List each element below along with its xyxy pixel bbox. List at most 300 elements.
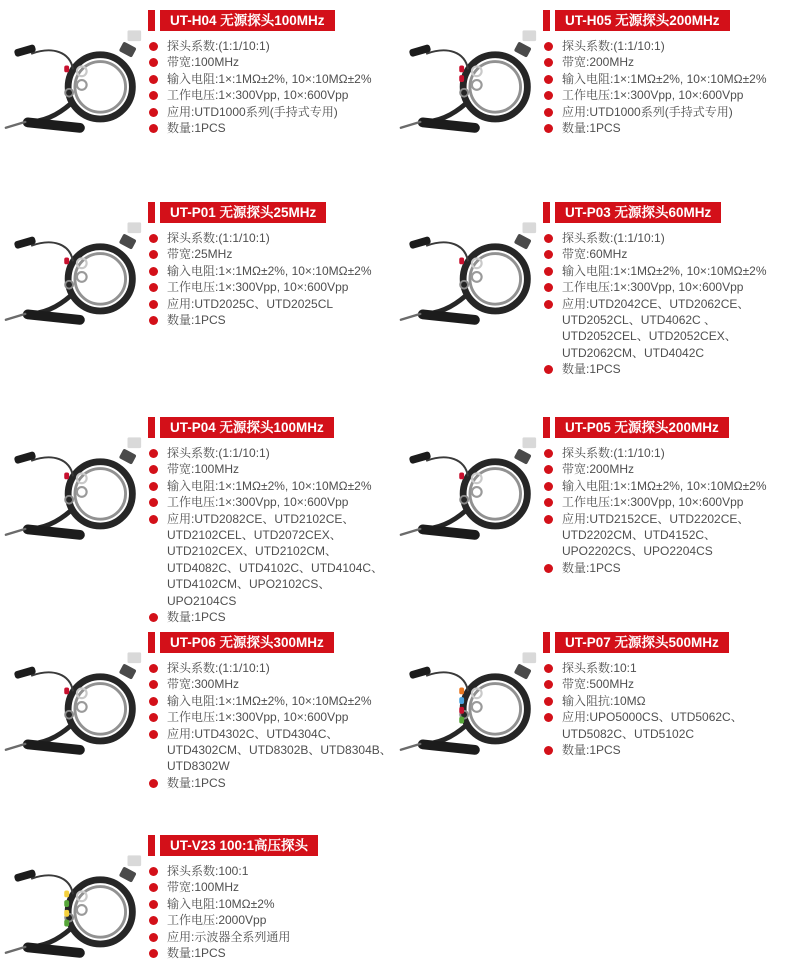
coiled-cable-inner-icon [470, 469, 521, 520]
accessory-ring-icon [77, 905, 87, 915]
spec-text: 数量:1PCS [167, 775, 226, 790]
spec-list [148, 38, 393, 136]
connector-cap-icon [523, 222, 537, 233]
coiled-cable-inner-icon [75, 684, 126, 735]
bullet-icon [149, 779, 158, 788]
catalog-row-3 [0, 415, 790, 630]
spec-list [543, 230, 788, 378]
spec-item-1 [148, 879, 393, 895]
bullet-icon [544, 697, 553, 706]
spec-text: 工作电压:1×:300Vpp, 10×:600Vpp [167, 280, 349, 295]
bullet-icon [149, 867, 158, 876]
accessory-color-tag-icon [459, 257, 464, 264]
bullet-icon [149, 124, 158, 133]
accessory-color-tag-icon [459, 75, 464, 82]
product-header [543, 417, 788, 438]
coiled-cable-inner-icon [75, 62, 126, 113]
accessory-color-tag-icon [459, 687, 464, 694]
probe-kit-illustration [395, 18, 541, 146]
spec-item-2 [148, 263, 393, 279]
probe-kit-photo [395, 630, 543, 768]
probe-body-icon [22, 309, 85, 325]
bullet-icon [149, 515, 158, 524]
spec-text: 带宽:200MHz [562, 55, 635, 70]
spec-list [543, 38, 788, 136]
bullet-icon [149, 234, 158, 243]
spec-item-4 [543, 742, 788, 758]
spec-text: 带宽:100MHz [167, 462, 240, 477]
bullet-icon [544, 713, 553, 722]
bullet-icon [149, 283, 158, 292]
probe-kit-illustration [0, 640, 146, 768]
bullet-icon [149, 498, 158, 507]
spec-item-5 [543, 560, 788, 576]
product-header [148, 632, 393, 653]
probe-tip-icon [401, 744, 420, 750]
catalog-row-4 [0, 630, 790, 833]
catalog-row-1 [0, 8, 790, 200]
spec-item-3 [148, 279, 393, 295]
spec-text: 数量:1PCS [562, 743, 621, 758]
spec-item-2 [543, 263, 788, 279]
bullet-icon [149, 482, 158, 491]
alligator-clip-icon [409, 666, 432, 679]
probe-body-icon [417, 117, 480, 133]
spec-text: 数量:1PCS [562, 362, 621, 377]
bullet-icon [544, 42, 553, 51]
probe-kit-photo [0, 200, 148, 338]
probe-kit-illustration [0, 425, 146, 553]
probe-kit-illustration [395, 425, 541, 553]
spec-text: 探头系数:(1:1/10:1) [167, 446, 270, 460]
spec-item-3 [543, 279, 788, 295]
header-accent-tick [148, 202, 155, 223]
spec-text: 带宽:100MHz [167, 880, 240, 895]
product-title: UT-P04 无源探头100MHz [160, 417, 334, 438]
spec-item-5 [148, 775, 393, 791]
accessory-ring-icon [472, 272, 482, 282]
spec-text: 带宽:500MHz [562, 677, 635, 692]
spec-list [148, 445, 393, 625]
accessory-ring-icon [472, 487, 482, 497]
bullet-icon [544, 124, 553, 133]
bullet-icon [544, 283, 553, 292]
accessory-ring-icon [77, 702, 87, 712]
product-content [543, 8, 790, 136]
accessory-tags [64, 472, 69, 479]
spec-list [543, 445, 788, 576]
bullet-icon [149, 250, 158, 259]
product-content [148, 415, 395, 625]
spec-text: 输入电阻:1×:1MΩ±2%, 10×:10MΩ±2% [562, 71, 767, 86]
probe-body-icon [22, 524, 85, 540]
probe-body-icon [417, 524, 480, 540]
spec-item-1 [543, 676, 788, 692]
header-accent-tick [148, 835, 155, 856]
spec-item-4 [543, 511, 788, 560]
spec-item-0 [148, 445, 393, 461]
spec-text: 带宽:200MHz [562, 462, 635, 477]
bullet-icon [149, 916, 158, 925]
bullet-icon [149, 883, 158, 892]
spec-item-5 [543, 361, 788, 377]
bullet-icon [544, 449, 553, 458]
spec-text: 带宽:25MHz [167, 247, 233, 262]
bullet-icon [149, 680, 158, 689]
spec-text: 数量:1PCS [167, 313, 226, 328]
accessory-ring-icon [77, 487, 87, 497]
spec-text: 探头系数:100:1 [167, 864, 249, 878]
bnc-connector-icon [119, 448, 137, 464]
accessory-color-tag-icon [459, 472, 464, 479]
bullet-icon [149, 42, 158, 51]
spec-item-5 [148, 945, 393, 961]
product-header [543, 202, 788, 223]
bullet-icon [544, 300, 553, 309]
spec-text: 输入电阻:1×:1MΩ±2%, 10×:10MΩ±2% [167, 263, 372, 278]
probe-tip-icon [401, 529, 420, 535]
product-header [148, 10, 393, 31]
product-card-ut-p05 [395, 415, 790, 576]
bullet-icon [149, 664, 158, 673]
product-card-ut-p04 [0, 415, 395, 625]
accessory-tags [459, 257, 464, 264]
accessory-tags [64, 687, 69, 694]
spec-item-2 [543, 693, 788, 709]
product-title: UT-H05 无源探头200MHz [555, 10, 730, 31]
spec-text: 数量:1PCS [167, 946, 226, 961]
spec-item-1 [543, 54, 788, 70]
spec-text: 输入电阻:1×:1MΩ±2%, 10×:10MΩ±2% [167, 71, 372, 86]
bullet-icon [544, 365, 553, 374]
header-accent-tick [148, 417, 155, 438]
spec-item-0 [543, 445, 788, 461]
bullet-icon [149, 730, 158, 739]
bnc-connector-icon [514, 41, 532, 57]
bullet-icon [544, 664, 553, 673]
spec-list [148, 660, 393, 791]
spec-item-4 [148, 511, 393, 609]
spec-text: 应用:UTD1000系列(手持式专用) [167, 104, 338, 119]
product-card-ut-h05 [395, 8, 790, 146]
product-card-ut-h04 [0, 8, 395, 146]
spec-text: 探头系数:(1:1/10:1) [167, 661, 270, 675]
alligator-clip-icon [14, 869, 37, 882]
product-header [148, 835, 393, 856]
alligator-clip-icon [14, 451, 37, 464]
product-card-ut-p07 [395, 630, 790, 768]
bnc-connector-icon [514, 448, 532, 464]
catalog-row-2 [0, 200, 790, 415]
spec-text: 工作电压:1×:300Vpp, 10×:600Vpp [562, 495, 744, 510]
accessory-color-tag-icon [64, 65, 69, 72]
probe-tip-icon [6, 122, 25, 128]
spec-text: 工作电压:1×:300Vpp, 10×:600Vpp [167, 88, 349, 103]
spec-item-1 [148, 676, 393, 692]
spec-list [148, 230, 393, 328]
header-accent-tick [543, 417, 550, 438]
connector-cap-icon [523, 652, 537, 663]
spec-item-0 [543, 660, 788, 676]
alligator-clip-icon [14, 44, 37, 57]
bullet-icon [544, 465, 553, 474]
product-title: UT-P01 无源探头25MHz [160, 202, 326, 223]
bnc-connector-icon [119, 233, 137, 249]
bnc-connector-icon [119, 41, 137, 57]
coiled-cable-inner-icon [470, 62, 521, 113]
spec-item-4 [543, 104, 788, 120]
alligator-clip-icon [409, 44, 432, 57]
accessory-color-tag-icon [459, 65, 464, 72]
bullet-icon [149, 465, 158, 474]
alligator-clip-icon [409, 451, 432, 464]
spec-item-2 [148, 478, 393, 494]
spec-text: 输入阻抗:10MΩ [562, 693, 646, 708]
spec-text: 探头系数:(1:1/10:1) [562, 39, 665, 53]
accessory-tags [64, 257, 69, 264]
spec-text: 工作电压:1×:300Vpp, 10×:600Vpp [562, 88, 744, 103]
connector-cap-icon [128, 437, 142, 448]
bullet-icon [544, 564, 553, 573]
spec-item-1 [543, 246, 788, 262]
accessory-ring-icon [472, 702, 482, 712]
bullet-icon [544, 498, 553, 507]
probe-body-icon [22, 739, 85, 755]
accessory-color-tag-icon [64, 910, 69, 917]
probe-kit-photo [0, 630, 148, 768]
probe-kit-photo [0, 415, 148, 553]
spec-text: 应用:UTD4302C、UTD4304C、UTD4302CM、UTD8302B、UTD8304B、UTD8302W [167, 726, 392, 774]
spec-item-4 [148, 726, 393, 775]
product-header [543, 632, 788, 653]
probe-kit-photo [395, 200, 543, 338]
spec-text: 带宽:300MHz [167, 677, 240, 692]
accessory-ring-icon [77, 272, 87, 282]
spec-text: 应用:UTD2152CE、UTD2202CE、UTD2202CM、UTD4152C、UPO2202CS、UPO2204CS [562, 511, 750, 559]
product-header [148, 417, 393, 438]
bullet-icon [149, 300, 158, 309]
spec-text: 探头系数:(1:1/10:1) [562, 231, 665, 245]
spec-item-2 [148, 896, 393, 912]
bnc-connector-icon [514, 663, 532, 679]
probe-kit-illustration [0, 210, 146, 338]
spec-item-0 [148, 863, 393, 879]
bullet-icon [544, 746, 553, 755]
product-title: UT-P03 无源探头60MHz [555, 202, 721, 223]
probe-kit-illustration [395, 640, 541, 768]
product-content [148, 8, 395, 136]
spec-item-3 [543, 494, 788, 510]
coiled-cable-inner-icon [470, 684, 521, 735]
header-accent-tick [543, 10, 550, 31]
product-content [543, 200, 790, 378]
probe-tip-icon [6, 314, 25, 320]
bullet-icon [544, 267, 553, 276]
probe-body-icon [22, 117, 85, 133]
product-content [148, 200, 395, 328]
bnc-connector-icon [119, 866, 137, 882]
catalog-row-5 [0, 833, 790, 971]
product-content [148, 630, 395, 791]
spec-item-0 [148, 230, 393, 246]
spec-item-5 [543, 120, 788, 136]
probe-tip-icon [401, 122, 420, 128]
probe-body-icon [417, 739, 480, 755]
spec-item-0 [148, 660, 393, 676]
accessory-ring-icon [472, 80, 482, 90]
bnc-connector-icon [514, 233, 532, 249]
bullet-icon [544, 515, 553, 524]
bullet-icon [149, 449, 158, 458]
probe-body-icon [417, 309, 480, 325]
coiled-cable-inner-icon [75, 887, 126, 938]
spec-text: 工作电压:1×:300Vpp, 10×:600Vpp [562, 280, 744, 295]
bnc-connector-icon [119, 663, 137, 679]
spec-item-1 [148, 246, 393, 262]
bullet-icon [149, 713, 158, 722]
bullet-icon [544, 108, 553, 117]
connector-cap-icon [128, 652, 142, 663]
spec-item-2 [543, 71, 788, 87]
probe-kit-photo [0, 8, 148, 146]
spec-item-2 [148, 693, 393, 709]
bullet-icon [544, 58, 553, 67]
spec-text: 数量:1PCS [167, 121, 226, 136]
spec-text: 应用:示波器全系列通用 [167, 929, 291, 944]
connector-cap-icon [523, 437, 537, 448]
alligator-clip-icon [14, 666, 37, 679]
spec-item-5 [148, 609, 393, 625]
header-accent-tick [148, 10, 155, 31]
spec-text: 输入电阻:10MΩ±2% [167, 896, 275, 911]
product-content [543, 415, 790, 576]
spec-text: 输入电阻:1×:1MΩ±2%, 10×:10MΩ±2% [167, 693, 372, 708]
probe-body-icon [22, 942, 85, 958]
bullet-icon [149, 58, 158, 67]
product-title: UT-V23 100:1高压探头 [160, 835, 318, 856]
connector-cap-icon [523, 30, 537, 41]
accessory-color-tag-icon [64, 257, 69, 264]
product-card-ut-p06 [0, 630, 395, 791]
product-content [543, 630, 790, 758]
spec-item-3 [148, 912, 393, 928]
spec-text: 输入电阻:1×:1MΩ±2%, 10×:10MΩ±2% [167, 478, 372, 493]
bullet-icon [149, 316, 158, 325]
spec-item-5 [148, 120, 393, 136]
spec-item-3 [148, 87, 393, 103]
accessory-color-tag-icon [64, 687, 69, 694]
spec-text: 应用:UTD2082CE、UTD2102CE、UTD2102CEL、UTD2072CEX、UTD2102CEX、UTD2102CM、UTD4082C、UTD4102C、UTD4104C、UTD4102CM、UPO2102CS、UPO2104CS [167, 511, 384, 608]
spec-text: 数量:1PCS [167, 610, 226, 625]
spec-text: 应用:UTD2025C、UTD2025CL [167, 296, 334, 311]
spec-text: 数量:1PCS [562, 560, 621, 575]
product-title: UT-P07 无源探头500MHz [555, 632, 729, 653]
spec-text: 探头系数:(1:1/10:1) [167, 39, 270, 53]
product-card-ut-p03 [395, 200, 790, 378]
accessory-color-tag-icon [459, 707, 464, 714]
probe-tip-icon [6, 947, 25, 953]
spec-item-1 [543, 461, 788, 477]
alligator-clip-icon [409, 236, 432, 249]
probe-kit-photo [395, 415, 543, 553]
probe-tip-icon [6, 744, 25, 750]
spec-text: 数量:1PCS [562, 121, 621, 136]
bullet-icon [544, 680, 553, 689]
spec-item-3 [148, 709, 393, 725]
bullet-icon [149, 933, 158, 942]
accessory-color-tag-icon [64, 890, 69, 897]
spec-text: 带宽:100MHz [167, 55, 240, 70]
probe-kit-photo [0, 833, 148, 971]
spec-text: 探头系数:(1:1/10:1) [167, 231, 270, 245]
spec-item-4 [148, 929, 393, 945]
spec-text: 工作电压:1×:300Vpp, 10×:600Vpp [167, 710, 349, 725]
bullet-icon [149, 108, 158, 117]
probe-tip-icon [401, 314, 420, 320]
accessory-color-tag-icon [459, 697, 464, 704]
header-accent-tick [543, 202, 550, 223]
connector-cap-icon [128, 855, 142, 866]
spec-item-4 [543, 296, 788, 362]
bullet-icon [149, 75, 158, 84]
spec-text: 工作电压:2000Vpp [167, 913, 267, 928]
spec-list [543, 660, 788, 758]
probe-tip-icon [6, 529, 25, 535]
product-card-ut-p01 [0, 200, 395, 338]
accessory-color-tag-icon [64, 920, 69, 927]
accessory-color-tag-icon [459, 717, 464, 724]
spec-text: 应用:UTD1000系列(手持式专用) [562, 104, 733, 119]
product-header [148, 202, 393, 223]
spec-item-0 [543, 38, 788, 54]
connector-cap-icon [128, 222, 142, 233]
probe-kit-illustration [0, 843, 146, 971]
accessory-tags [459, 472, 464, 479]
accessory-color-tag-icon [64, 472, 69, 479]
spec-list [148, 863, 393, 961]
spec-text: 应用:UTD2042CE、UTD2062CE、UTD2052CL、UTD4062C 、UTD2052CEL、UTD2052CEX、UTD2062CM、UTD4042C [562, 296, 750, 360]
spec-item-0 [543, 230, 788, 246]
spec-text: 输入电阻:1×:1MΩ±2%, 10×:10MΩ±2% [562, 263, 767, 278]
product-header [543, 10, 788, 31]
spec-item-2 [543, 478, 788, 494]
spec-item-4 [148, 104, 393, 120]
product-title: UT-P06 无源探头300MHz [160, 632, 334, 653]
alligator-clip-icon [14, 236, 37, 249]
spec-text: 带宽:60MHz [562, 247, 628, 262]
spec-item-3 [543, 709, 788, 742]
accessory-color-tag-icon [64, 900, 69, 907]
spec-item-2 [148, 71, 393, 87]
bullet-icon [149, 613, 158, 622]
accessory-ring-icon [77, 80, 87, 90]
coiled-cable-inner-icon [75, 469, 126, 520]
header-accent-tick [543, 632, 550, 653]
spec-item-0 [148, 38, 393, 54]
bullet-icon [149, 267, 158, 276]
probe-kit-photo [395, 8, 543, 146]
spec-text: 应用:UPO5000CS、UTD5062C、UTD5082C、UTD5102C [562, 710, 743, 741]
bullet-icon [149, 91, 158, 100]
probe-kit-illustration [0, 18, 146, 146]
spec-text: 探头系数:(1:1/10:1) [562, 446, 665, 460]
spec-item-4 [148, 296, 393, 312]
product-title: UT-H04 无源探头100MHz [160, 10, 335, 31]
bullet-icon [544, 91, 553, 100]
connector-cap-icon [128, 30, 142, 41]
bullet-icon [544, 75, 553, 84]
bullet-icon [544, 250, 553, 259]
